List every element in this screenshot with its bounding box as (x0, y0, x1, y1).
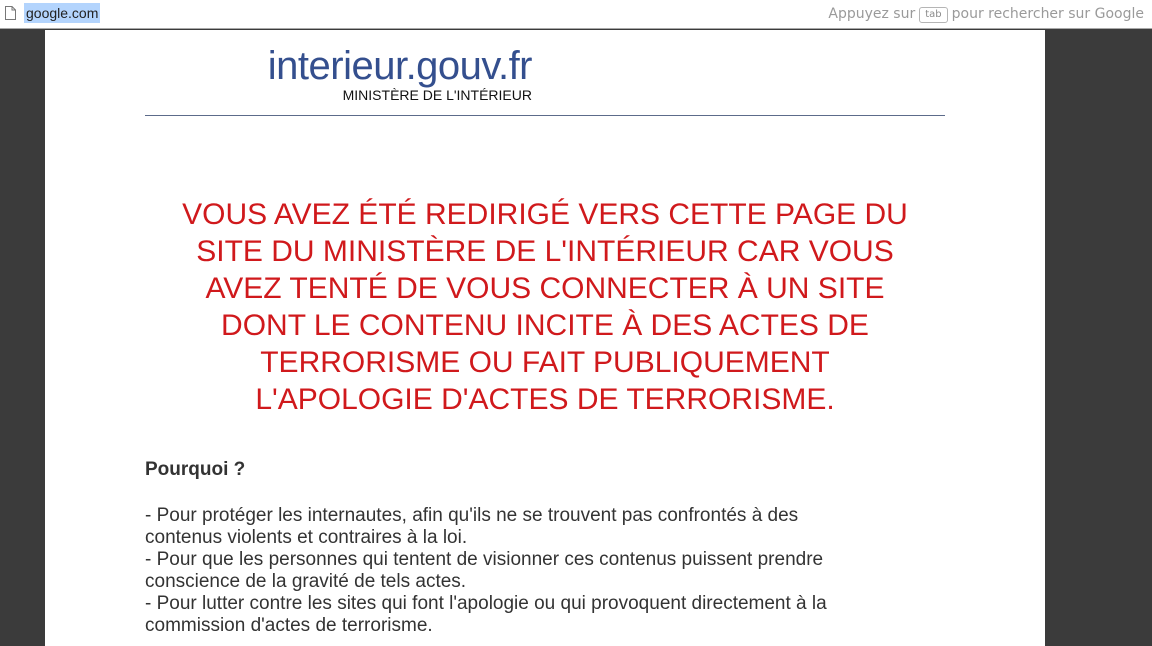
warning-line: SITE DU MINISTÈRE DE L'INTÉRIEUR CAR VOUS (196, 235, 894, 268)
reason-line: - Pour lutter contre les sites qui font l'apologie ou qui provoquent directement à la (145, 593, 827, 614)
reason-line: - Pour protéger les internautes, afin qu'ils ne se trouvent pas confrontés à des (145, 505, 799, 526)
warning-line: DONT LE CONTENU INCITE À DES ACTES DE (221, 309, 869, 342)
search-hint (828, 4, 1144, 24)
reason-line: - Pour que les personnes qui tentent de visionner ces contenus puissent prendre (145, 549, 824, 570)
reason-line: commission d'actes de terrorisme. (145, 615, 433, 636)
search-hint-after: pour rechercher sur Google (951, 6, 1144, 22)
warning-line: L'APOLOGIE D'ACTES DE TERRORISME. (255, 383, 835, 416)
warning-line: AVEZ TENTÉ DE VOUS CONNECTER À UN SITE (205, 272, 885, 305)
page-icon (5, 6, 16, 20)
warning-line: VOUS AVEZ ÉTÉ REDIRIGÉ VERS CETTE PAGE DU (182, 198, 908, 231)
omnibox[interactable] (0, 0, 1152, 29)
warning-message (145, 196, 945, 418)
ministry-subtitle: MINISTÈRE DE L'INTÉRIEUR (342, 87, 532, 103)
search-hint-before: Appuyez sur (828, 6, 916, 22)
tab-key-badge: tab (919, 7, 947, 23)
header-divider (145, 115, 945, 116)
reasons-list (145, 505, 945, 637)
reason-line: contenus violents et contraires à la loi. (145, 527, 468, 548)
reason-line: conscience de la gravité de tels actes. (145, 571, 467, 592)
why-heading: Pourquoi ? (145, 459, 246, 480)
site-header (259, 43, 532, 103)
site-logo-text[interactable]: interieur.gouv.fr (267, 44, 532, 88)
page-content (45, 30, 1045, 646)
warning-line: TERRORISME OU FAIT PUBLIQUEMENT (260, 346, 830, 379)
url-text[interactable]: google.com (26, 5, 99, 21)
